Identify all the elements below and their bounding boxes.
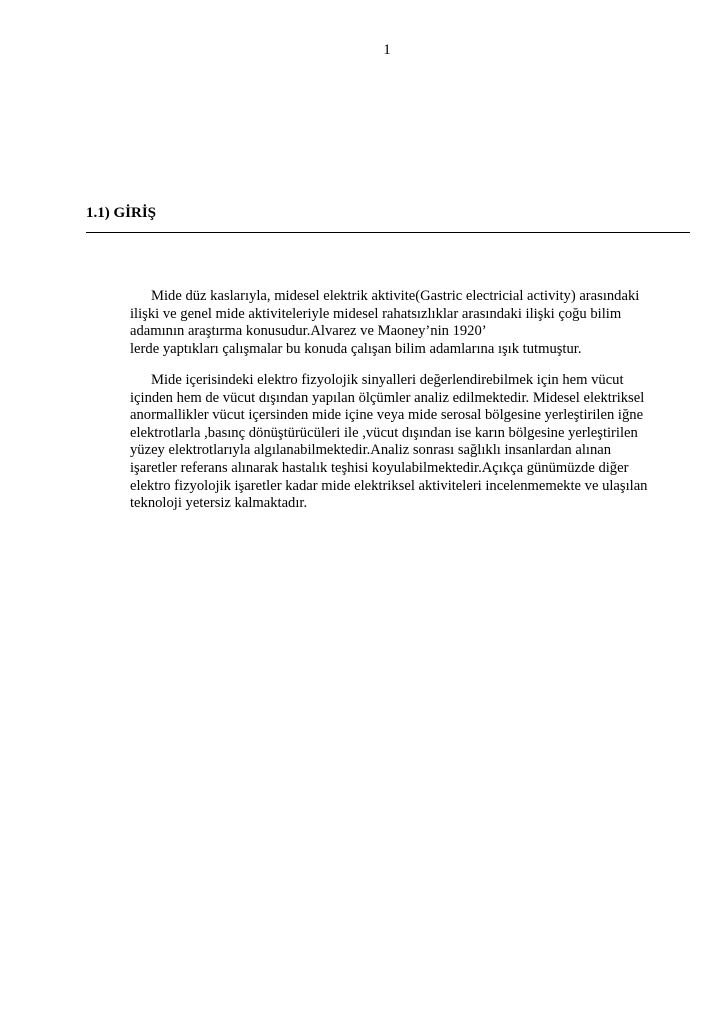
section-heading: 1.1) GİRİŞ <box>86 205 157 221</box>
paragraph-line: anormallikler vücut içersinden mide içine veya mide serosal bölgesine yerleştirilen iğne <box>130 407 644 424</box>
paragraph-introduction <box>130 288 660 358</box>
paragraph-line: içinden hem de vücut dışından yapılan ölçümler analiz edilmektedir. Midesel elektriksel <box>130 389 645 406</box>
page-number: 1 <box>383 42 391 58</box>
heading-divider <box>86 232 690 233</box>
paragraph-line: elektro fizyolojik işaretler kadar mide elektriksel aktiviteleri incelenmemekte ve ulaşılan <box>130 477 648 494</box>
paragraph-line: yüzey elektrotlarıyla algılanabilmektedir.Analiz sonrası sağlıklı insanlardan alınan <box>130 442 612 459</box>
paragraph-line: elektrotlarla ,basınç dönüştürücüleri ile ,vücut dışından ise karın bölgesine yerleştirilen <box>130 424 638 441</box>
paragraph-line: Mide içerisindeki elektro fizyolojik sinyalleri değerlendirebilmek için hem vücut <box>151 372 624 388</box>
paragraph-line: lerde yaptıkları çalışmalar bu konuda çalışan bilim adamlarına ışık tutmuştur. <box>130 340 582 357</box>
paragraph-line: Mide düz kaslarıyla, midesel elektrik aktivite(Gastric electricial activity) arasındaki <box>151 288 640 304</box>
paragraph-measurement <box>130 372 660 513</box>
paragraph-line: adamının araştırma konusudur.Alvarez ve Maoney’nin 1920’ <box>130 323 487 340</box>
paragraph-line: ilişki ve genel mide aktiviteleriyle midesel rahatsızlıklar arasındaki ilişki çoğu bilim <box>130 305 622 322</box>
paragraph-line: teknoloji yetersiz kalmaktadır. <box>130 495 308 512</box>
paragraph-line: işaretler referans alınarak hastalık teşhisi koyulabilmektedir.Açıkça günümüzde diğer <box>130 459 629 476</box>
